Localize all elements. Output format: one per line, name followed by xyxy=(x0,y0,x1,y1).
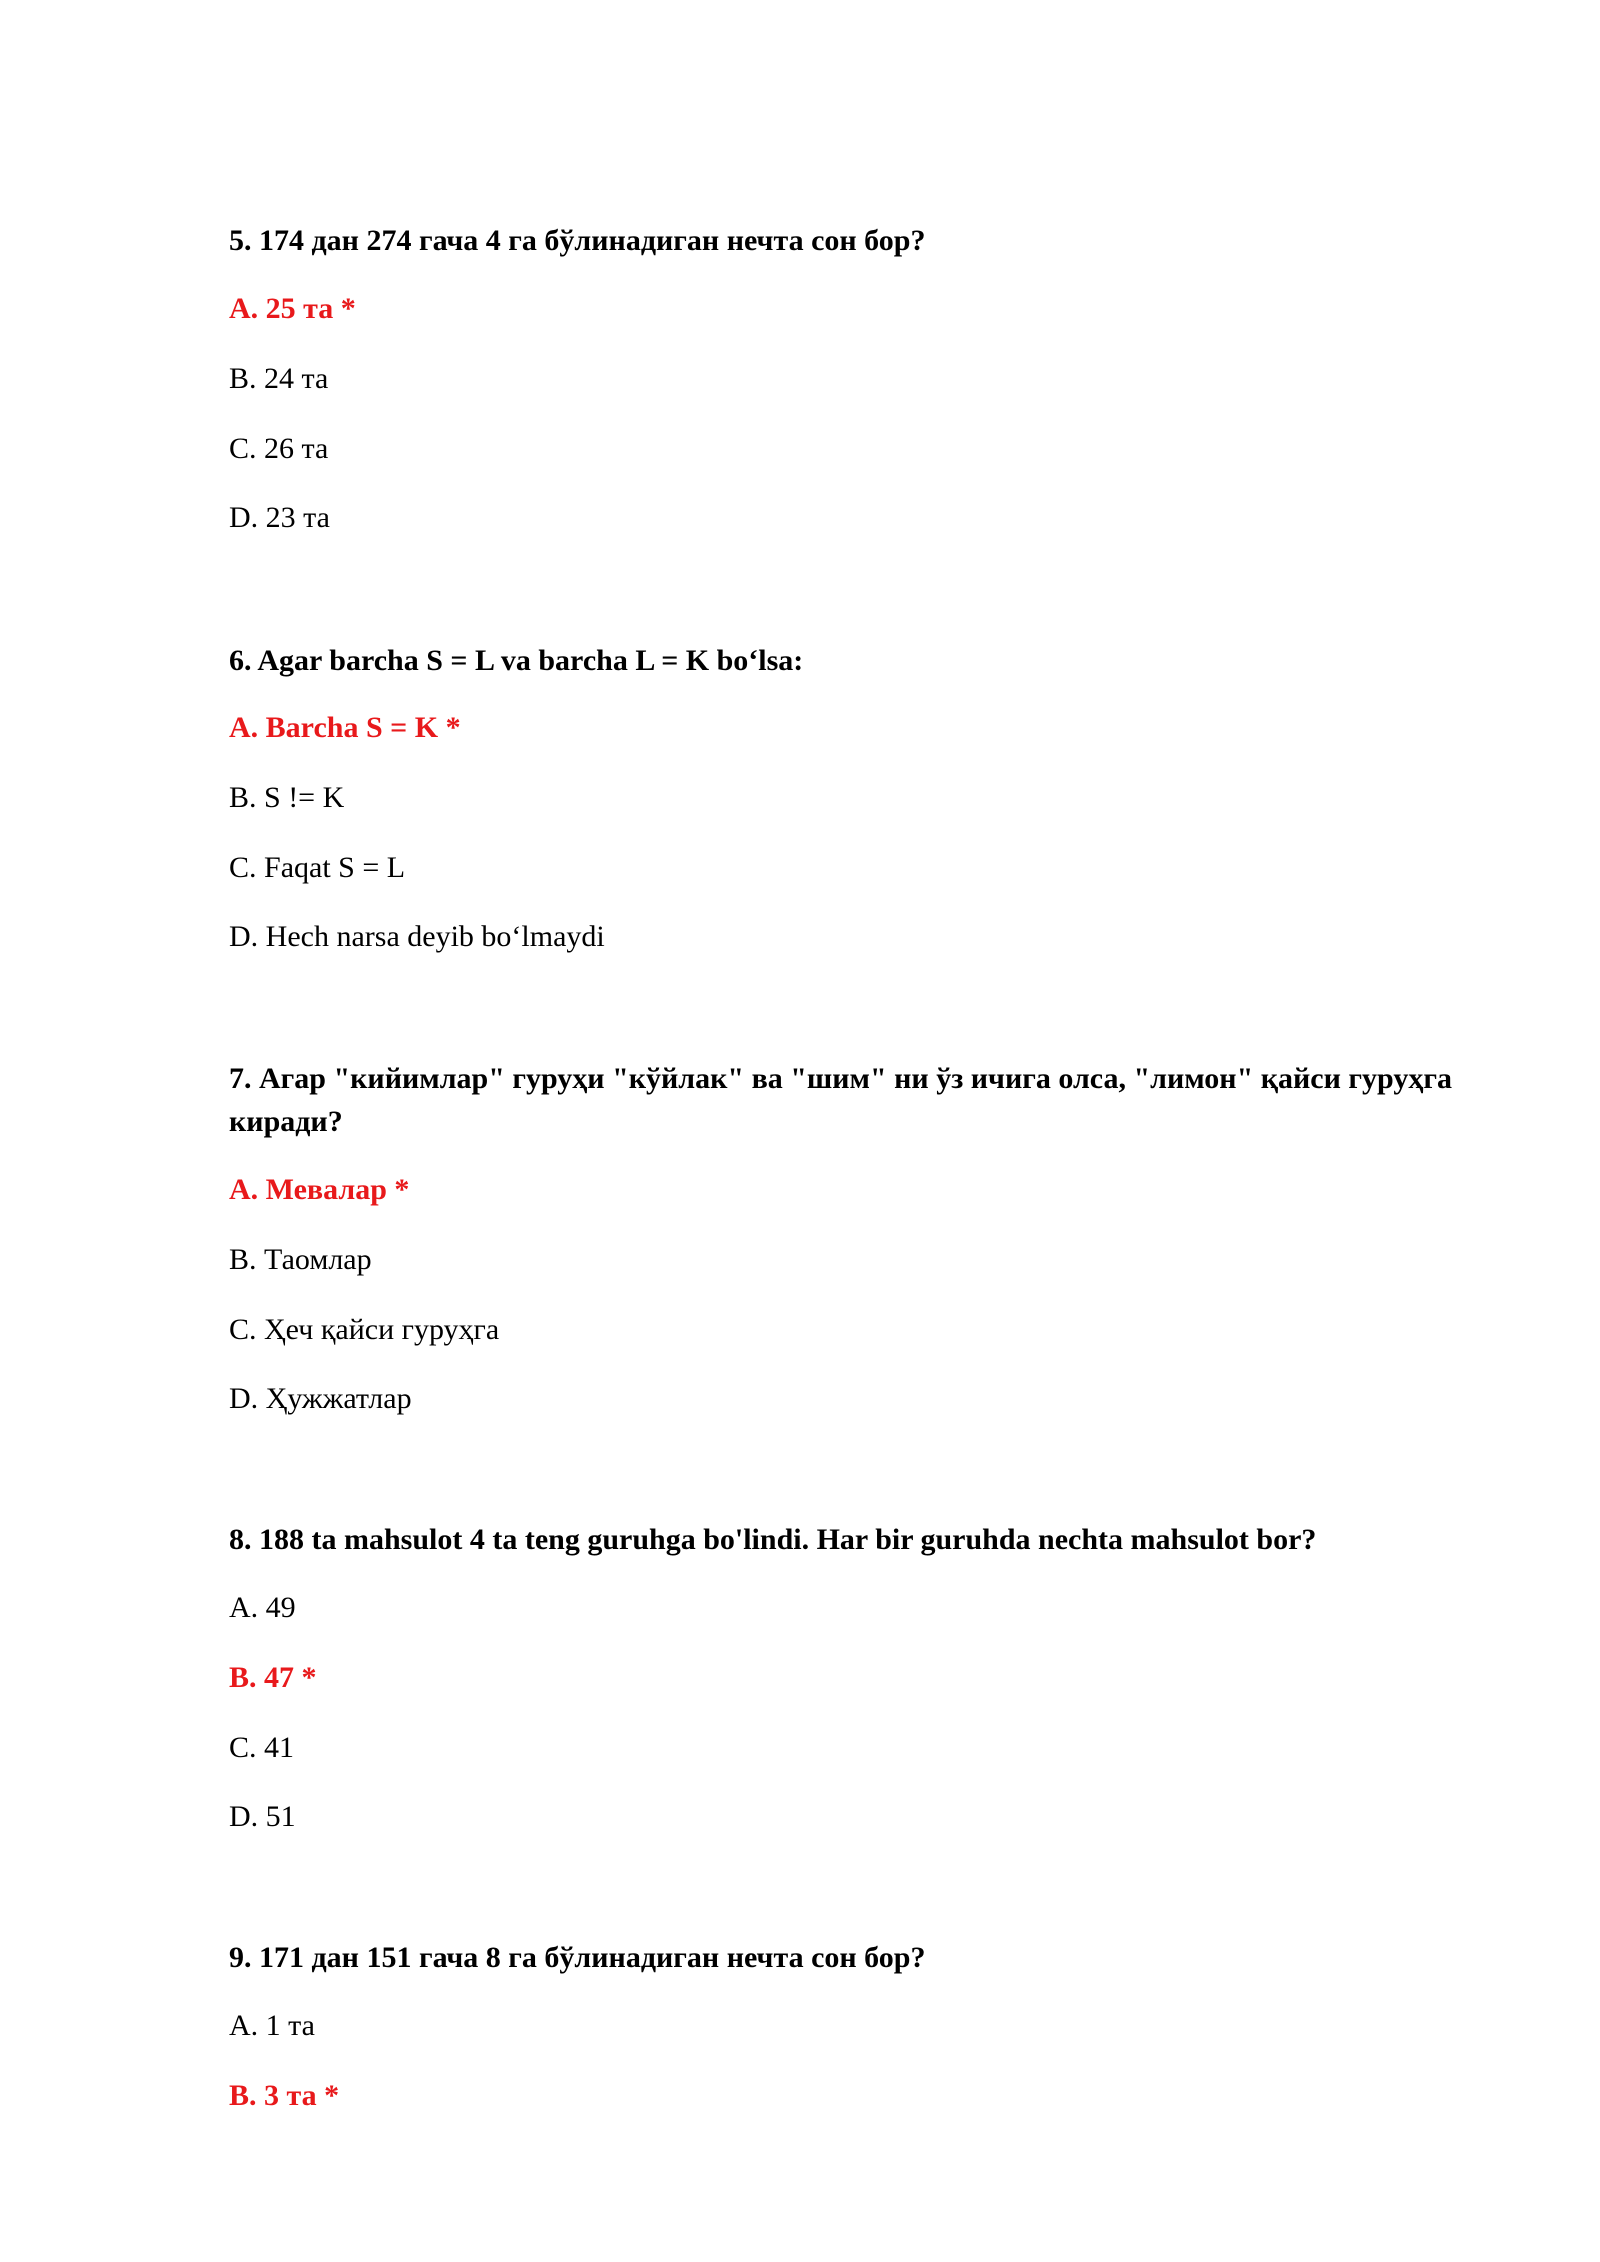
option-5d: D. 23 та xyxy=(229,501,330,534)
option-9a: A. 1 та xyxy=(229,2009,315,2042)
option-5b: B. 24 та xyxy=(229,362,329,395)
option-6d: D. Hech narsa deyib bo‘lmaydi xyxy=(229,920,605,953)
option-6a: A. Barcha S = K * xyxy=(229,711,461,744)
option-8c: C. 41 xyxy=(229,1731,295,1764)
option-7a: A. Мевалар * xyxy=(229,1173,410,1206)
question-8: 8. 188 ta mahsulot 4 ta teng guruhga bo'lindi. Har bir guruhda nechta mahsulot bor? xyxy=(229,1523,1317,1556)
option-7d: D. Ҳужжатлар xyxy=(229,1382,412,1415)
question-5: 5. 174 дан 274 гача 4 га бўлинадиган нечта сон бор? xyxy=(229,224,926,257)
question-7: 7. Агар "кийимлар" гуруҳи "кўйлак" ва "шим" ни ўз ичига олса, "лимон" қайси гуруҳга киради? xyxy=(229,1062,1452,1138)
option-8b: B. 47 * xyxy=(229,1661,317,1694)
option-5a: A. 25 та * xyxy=(229,292,356,325)
option-7b: B. Таомлар xyxy=(229,1243,372,1276)
option-8a: A. 49 xyxy=(229,1591,296,1624)
question-9: 9. 171 дан 151 гача 8 га бўлинадиган нечта сон бор? xyxy=(229,1941,926,1974)
option-6b: B. S != K xyxy=(229,781,345,814)
option-9b: B. 3 та * xyxy=(229,2079,340,2112)
option-6c: C. Faqat S = L xyxy=(229,851,406,884)
option-7c: C. Ҳеч қайси гуруҳга xyxy=(229,1313,500,1346)
option-5c: C. 26 та xyxy=(229,432,329,465)
option-8d: D. 51 xyxy=(229,1800,296,1833)
question-6: 6. Agar barcha S = L va barcha L = K bo‘lsa: xyxy=(229,644,804,677)
